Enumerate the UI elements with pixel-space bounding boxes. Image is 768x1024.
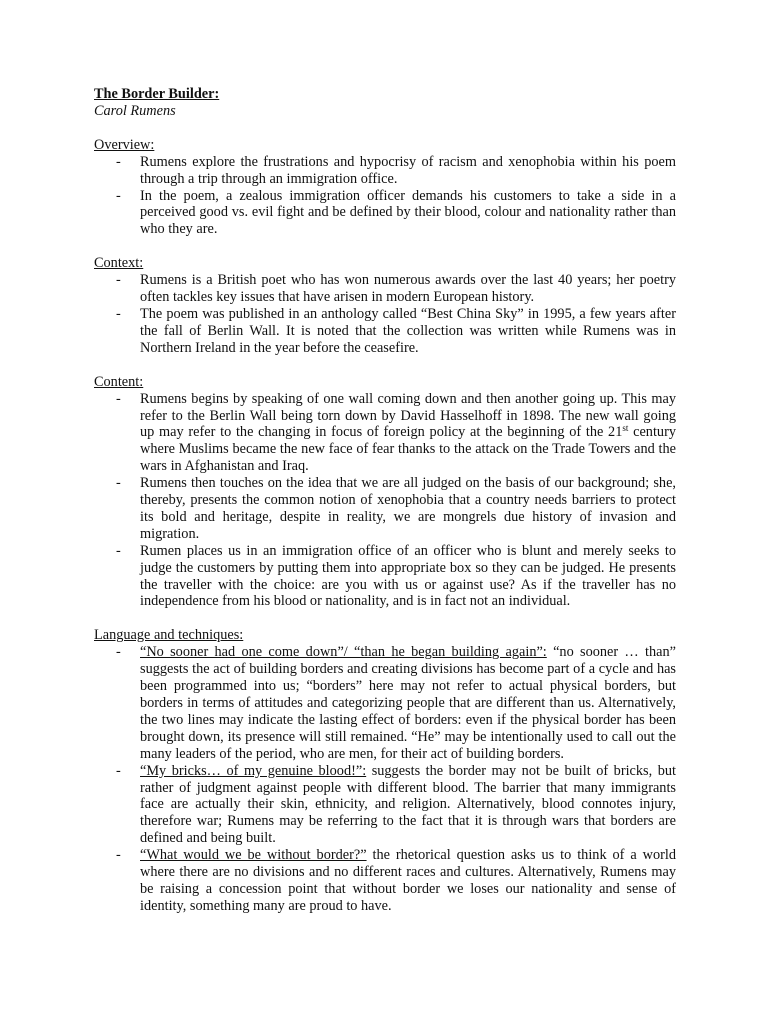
list-item: - Rumen places us in an immigration office of an officer who is blunt and merely seeks to judge the customers by putting them into appropriate box so they can be judged. He presents the traveller with the choice: are you with us or against use? As if the traveller has no independence from his blood or nationality, and is in fact not an individual.: [94, 543, 676, 611]
poem-quote: “No sooner had one come down”/ “than he began building again”:: [140, 644, 547, 661]
list-item: - Rumens is a British poet who has won numerous awards over the last 40 years; her poetry often tackles key issues that have arisen in modern European history.: [94, 272, 676, 306]
content-section: [94, 374, 676, 611]
language-section: [94, 627, 676, 914]
list-item: [94, 763, 676, 848]
overview-list: [94, 154, 676, 239]
list-item: - The poem was published in an anthology called “Best China Sky” in 1995, a few years after the fall of Berlin Wall. It is noted that the collection was written while Rumens was in Northern Ireland in the year before the ceasefire.: [94, 306, 676, 357]
content-text: century where Muslims became the new face of fear thanks to the attack on the Trade Towers and the wars in Afghanistan and Iraq.: [140, 424, 676, 475]
list-item: [94, 644, 676, 762]
overview-heading: Overview:: [94, 136, 155, 153]
list-item: - Rumens then touches on the idea that we are all judged on the basis of our background; she, thereby, presents the common notion of xenophobia that a country needs barriers to protect its bold and heritage, despite in reality, we are mongrels due history of invasion and migration.: [94, 475, 676, 543]
analysis-text: suggests the border may not be built of bricks, but rather of judgment against people with different blood. The barrier that many immigrants face are actually their skin, ethnicity, and religion. Alternatively, blood connotes injury, therefore war; Rumens may be referring to the fact that it is through wars that borders are defined and being built.: [140, 762, 676, 847]
language-list: [94, 644, 676, 915]
content-heading: Content:: [94, 373, 144, 390]
poem-quote: “What would we be without border?”: [140, 847, 367, 864]
ordinal-suffix: st: [622, 423, 629, 434]
poem-quote: “My bricks… of my genuine blood!”:: [140, 762, 367, 779]
list-item: [94, 847, 676, 915]
list-item: - In the poem, a zealous immigration officer demands his customers to take a side in a perceived good vs. evil fight and be defined by their blood, colour and nationality rather than who they are.: [94, 188, 676, 239]
list-item: [94, 391, 676, 476]
context-section: [94, 255, 676, 356]
content-list: [94, 391, 676, 611]
context-heading: Context:: [94, 255, 144, 272]
content-text: Rumens begins by speaking of one wall coming down and then another going up. This may refer to the Berlin Wall being torn down by David Hasselhoff in 1898. The new wall going up may refer to the changing in focus of foreign policy at the beginning of the 21: [140, 390, 676, 441]
language-heading: Language and techniques:: [94, 627, 244, 644]
document-author: Carol Rumens: [94, 102, 176, 119]
list-item: - Rumens explore the frustrations and hypocrisy of racism and xenophobia within his poem through a trip through an immigration office.: [94, 154, 676, 188]
context-list: [94, 272, 676, 357]
document-title: The Border Builder:: [94, 86, 220, 102]
analysis-text: the rhetorical question asks us to think of a world where there are no divisions and no different races and cultures. Alternatively, Rumens may be raising a concession point that without border we loses our nationality and sense of identity, something many are proud to have.: [140, 847, 676, 914]
analysis-text: “no sooner … than” suggests the act of building borders and creating divisions has become part of a cycle and has been programmed into us; “borders” here may not refer to actual physical borders, but borders in terms of attitudes and categorizing people that are different than us. Alternatively, the two lines may indicate the lasting effect of borders: even if the physical border has been brought down, its presence will still remained. “He” may be intentionally used to call out the many leaders of the period, who are men, for their act of building borders.: [140, 644, 676, 762]
overview-section: [94, 137, 676, 238]
